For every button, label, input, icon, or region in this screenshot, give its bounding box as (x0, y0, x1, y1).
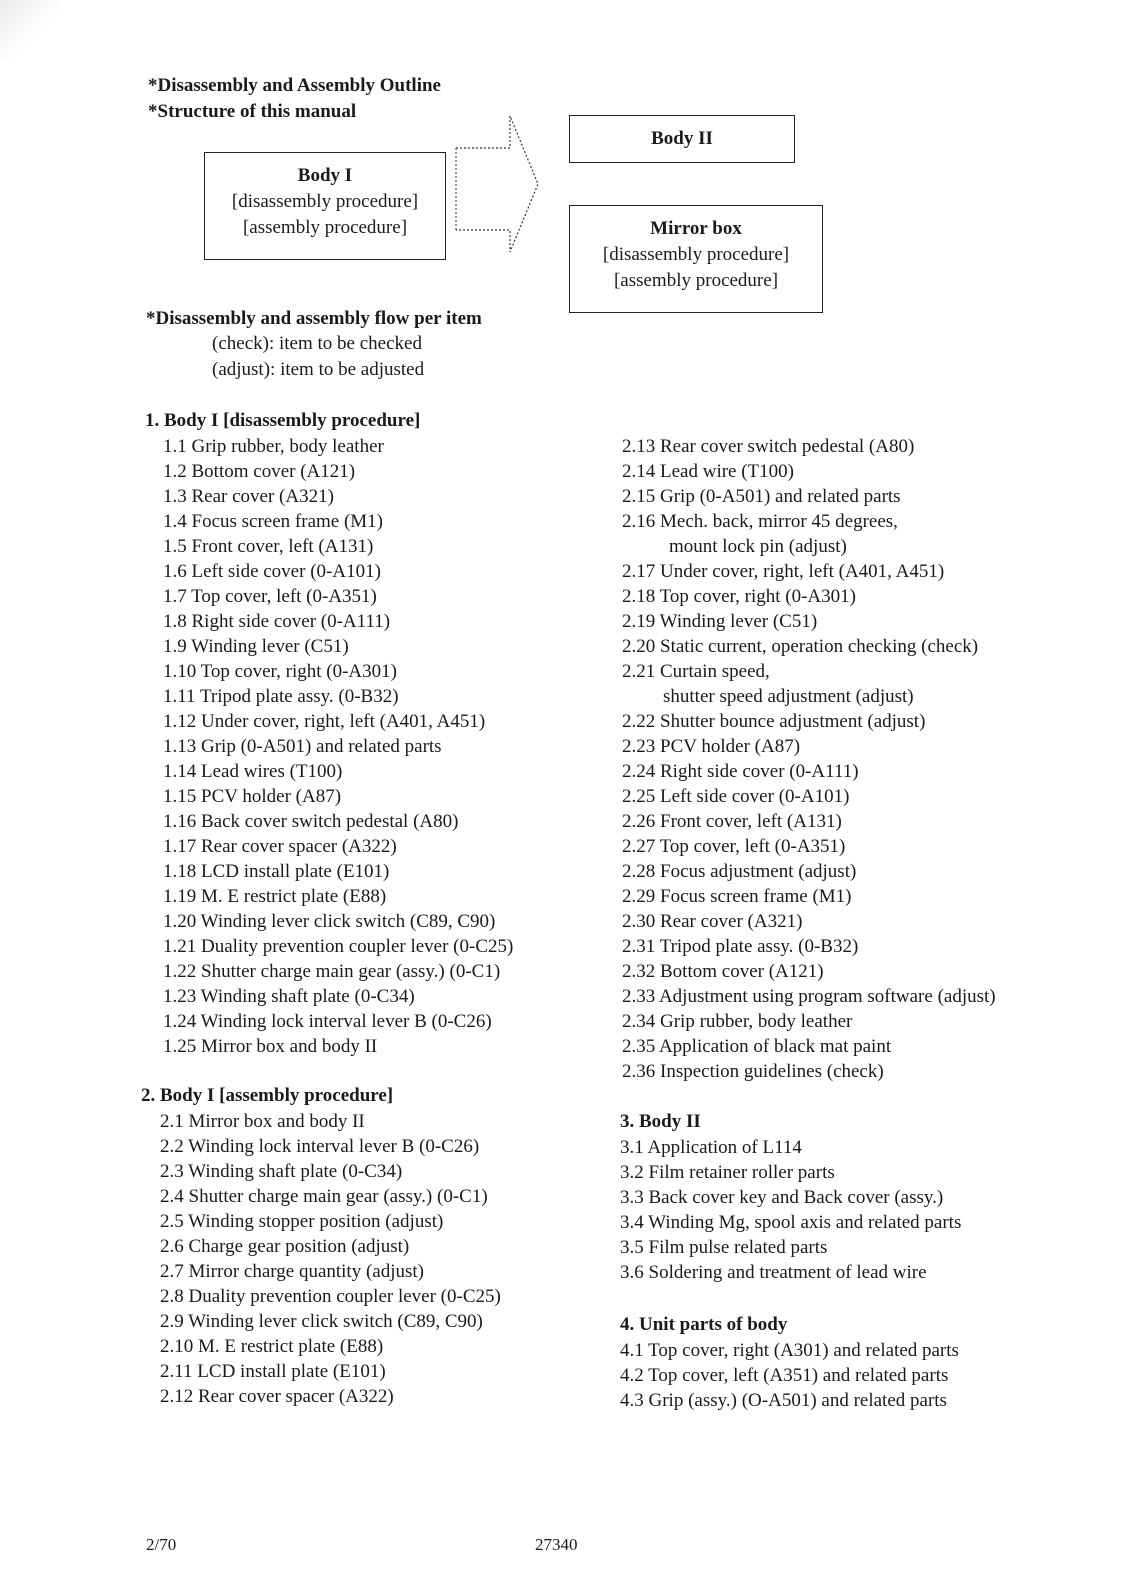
list-item: 2.29 Focus screen frame (M1) (622, 886, 852, 907)
list-item: 1.19 M. E restrict plate (E88) (163, 886, 387, 907)
body1-box (204, 152, 446, 260)
section3-list (620, 1135, 961, 1285)
page-number: 2/70 (146, 1535, 177, 1554)
section2-title: 2. Body I [assembly procedure] (141, 1085, 394, 1106)
section2-list-left (160, 1109, 501, 1409)
list-item: 2.6 Charge gear position (adjust) (160, 1236, 410, 1257)
list-item: 1.22 Shutter charge main gear (assy.) (0-C1) (163, 961, 501, 982)
list-item: 2.2 Winding lock interval lever B (0-C26) (160, 1136, 480, 1157)
list-item: 1.25 Mirror box and body II (163, 1036, 378, 1057)
list-item: 1.23 Winding shaft plate (0-C34) (163, 986, 415, 1007)
list-item: 1.7 Top cover, left (0-A351) (163, 586, 377, 607)
list-item: 2.25 Left side cover (0-A101) (622, 786, 850, 807)
list-item: 1.8 Right side cover (0-A111) (163, 611, 391, 632)
list-item: 1.12 Under cover, right, left (A401, A451) (163, 711, 486, 732)
section4-title: 4. Unit parts of body (620, 1314, 788, 1335)
list-item: 1.3 Rear cover (A321) (163, 486, 334, 507)
body1-title: Body I (297, 165, 353, 186)
section1-list (163, 434, 513, 1059)
scan-shadow (0, 0, 60, 60)
list-item: 2.19 Winding lever (C51) (622, 611, 818, 632)
list-item: 2.32 Bottom cover (A121) (622, 961, 824, 982)
list-item: 1.2 Bottom cover (A121) (163, 461, 356, 482)
list-item: shutter speed adjustment (adjust) (663, 686, 914, 707)
list-item: 2.8 Duality prevention coupler lever (0-C25) (160, 1286, 501, 1307)
list-item: 1.6 Left side cover (0-A101) (163, 561, 381, 582)
list-item: 3.4 Winding Mg, spool axis and related parts (620, 1212, 962, 1233)
list-item: 2.21 Curtain speed, (622, 661, 770, 682)
section4-list (620, 1338, 959, 1413)
list-item: 2.13 Rear cover switch pedestal (A80) (622, 436, 915, 457)
list-item: 2.9 Winding lever click switch (C89, C90) (160, 1311, 483, 1332)
body2-title: Body II (651, 128, 713, 149)
flow-adjust: (adjust): item to be adjusted (212, 359, 425, 380)
list-item: 1.11 Tripod plate assy. (0-B32) (163, 686, 399, 707)
mirror-title: Mirror box (650, 218, 742, 239)
list-item: 2.34 Grip rubber, body leather (622, 1011, 853, 1032)
section2-list-right (622, 434, 996, 1084)
outline-title: *Disassembly and Assembly Outline (148, 75, 441, 96)
mirror-assembly: [assembly procedure] (613, 270, 779, 291)
list-item: 1.9 Winding lever (C51) (163, 636, 349, 657)
list-item: 2.27 Top cover, left (0-A351) (622, 836, 846, 857)
body1-disassembly: [disassembly procedure] (231, 191, 419, 212)
list-item: 1.20 Winding lever click switch (C89, C90) (163, 911, 496, 932)
list-item: 2.31 Tripod plate assy. (0-B32) (622, 936, 859, 957)
list-item: 2.33 Adjustment using program software (adjust) (622, 986, 996, 1007)
list-item: 1.4 Focus screen frame (M1) (163, 511, 384, 532)
mirror-disassembly: [disassembly procedure] (602, 244, 790, 265)
list-item: 4.1 Top cover, right (A301) and related parts (620, 1340, 959, 1361)
list-item: mount lock pin (adjust) (669, 536, 847, 557)
list-item: 4.2 Top cover, left (A351) and related parts (620, 1365, 949, 1386)
flow-title: *Disassembly and assembly flow per item (146, 308, 482, 329)
body1-assembly: [assembly procedure] (242, 217, 408, 238)
list-item: 3.6 Soldering and treatment of lead wire (620, 1262, 927, 1283)
list-item: 2.7 Mirror charge quantity (adjust) (160, 1261, 424, 1282)
mirror-box (569, 205, 823, 313)
list-item: 2.11 LCD install plate (E101) (160, 1361, 386, 1382)
list-item: 3.5 Film pulse related parts (620, 1237, 828, 1258)
list-item: 2.16 Mech. back, mirror 45 degrees, (622, 511, 898, 532)
list-item: 2.24 Right side cover (0-A111) (622, 761, 859, 782)
flow-check: (check): item to be checked (212, 333, 422, 354)
body2-box (569, 115, 795, 163)
list-item: 2.3 Winding shaft plate (0-C34) (160, 1161, 403, 1182)
section3-title: 3. Body II (620, 1111, 701, 1132)
list-item: 2.22 Shutter bounce adjustment (adjust) (622, 711, 926, 732)
list-item: 3.3 Back cover key and Back cover (assy.) (620, 1187, 944, 1208)
list-item: 2.35 Application of black mat paint (622, 1036, 892, 1057)
list-item: 3.1 Application of L114 (620, 1137, 802, 1158)
list-item: 2.30 Rear cover (A321) (622, 911, 803, 932)
list-item: 2.26 Front cover, left (A131) (622, 811, 842, 832)
list-item: 1.5 Front cover, left (A131) (163, 536, 374, 557)
list-item: 1.14 Lead wires (T100) (163, 761, 343, 782)
list-item: 2.17 Under cover, right, left (A401, A451) (622, 561, 945, 582)
list-item: 2.28 Focus adjustment (adjust) (622, 861, 857, 882)
list-item: 1.1 Grip rubber, body leather (163, 436, 384, 457)
document-number: 27340 (535, 1535, 578, 1554)
list-item: 4.3 Grip (assy.) (O-A501) and related parts (620, 1390, 947, 1411)
list-item: 1.24 Winding lock interval lever B (0-C26) (163, 1011, 492, 1032)
list-item: 3.2 Film retainer roller parts (620, 1162, 835, 1183)
list-item: 2.5 Winding stopper position (adjust) (160, 1211, 444, 1232)
list-item: 2.23 PCV holder (A87) (622, 736, 801, 757)
list-item: 2.12 Rear cover spacer (A322) (160, 1386, 394, 1407)
list-item: 1.17 Rear cover spacer (A322) (163, 836, 397, 857)
structure-title: *Structure of this manual (148, 101, 357, 122)
arrow-icon (452, 112, 544, 262)
list-item: 1.15 PCV holder (A87) (163, 786, 342, 807)
list-item: 1.13 Grip (0-A501) and related parts (163, 736, 442, 757)
list-item: 2.15 Grip (0-A501) and related parts (622, 486, 901, 507)
list-item: 2.14 Lead wire (T100) (622, 461, 794, 482)
list-item: 2.4 Shutter charge main gear (assy.) (0-C1) (160, 1186, 488, 1207)
list-item: 2.20 Static current, operation checking (check) (622, 636, 979, 657)
list-item: 2.36 Inspection guidelines (check) (622, 1061, 884, 1082)
list-item: 2.10 M. E restrict plate (E88) (160, 1336, 384, 1357)
list-item: 1.21 Duality prevention coupler lever (0-C25) (163, 936, 514, 957)
list-item: 1.16 Back cover switch pedestal (A80) (163, 811, 459, 832)
list-item: 2.1 Mirror box and body II (160, 1111, 365, 1132)
list-item: 1.10 Top cover, right (0-A301) (163, 661, 397, 682)
list-item: 1.18 LCD install plate (E101) (163, 861, 390, 882)
list-item: 2.18 Top cover, right (0-A301) (622, 586, 856, 607)
section1-title: 1. Body I [disassembly procedure] (145, 410, 421, 431)
